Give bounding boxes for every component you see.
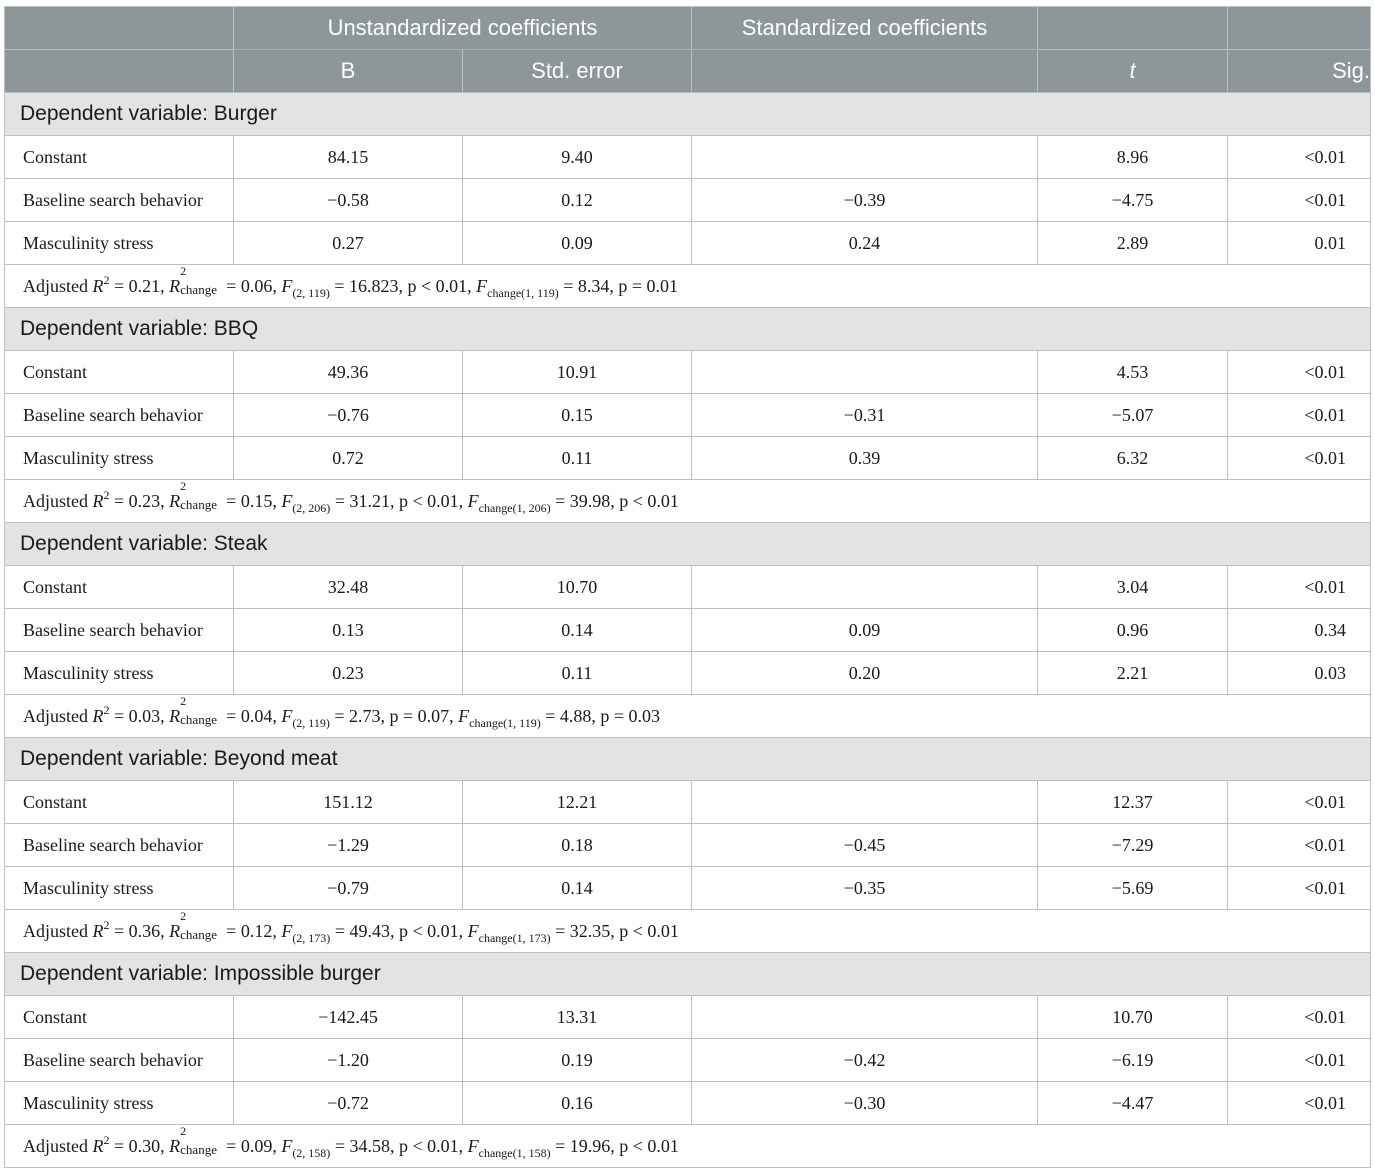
cell-b: 0.23 [234, 652, 463, 695]
f-df: (2, 119) [292, 715, 330, 730]
predictor-label: Baseline search behavior [5, 609, 234, 652]
section-title: Dependent variable: BBQ [5, 308, 1371, 351]
cell-t: 10.70 [1038, 996, 1228, 1039]
cell-std-error: 0.11 [463, 652, 692, 695]
table-row [5, 351, 1371, 394]
section-title: Dependent variable: Beyond meat [5, 738, 1371, 781]
r2-change-value: 0.06 [240, 275, 273, 296]
section-header-row [5, 523, 1371, 566]
predictor-label: Constant [5, 781, 234, 824]
cell-t: 8.96 [1038, 136, 1228, 179]
table-body [5, 93, 1371, 1168]
predictor-label: Masculinity stress [5, 652, 234, 695]
predictor-label: Masculinity stress [5, 867, 234, 910]
f-change-df: (1, 206) [512, 500, 551, 515]
predictor-label: Constant [5, 136, 234, 179]
cell-std-error: 13.31 [463, 996, 692, 1039]
p-value: p < 0.01 [398, 920, 459, 941]
p-value: p < 0.01 [407, 275, 468, 296]
f-value: 31.21 [349, 490, 390, 511]
predictor-label: Masculinity stress [5, 437, 234, 480]
cell-b: 32.48 [234, 566, 463, 609]
cell-sig: <0.01 [1228, 996, 1371, 1039]
cell-t: −4.47 [1038, 1082, 1228, 1125]
cell-std-error: 0.11 [463, 437, 692, 480]
table-row [5, 1039, 1371, 1082]
f-df: (2, 173) [292, 930, 331, 945]
table-row [5, 781, 1371, 824]
cell-b: 151.12 [234, 781, 463, 824]
cell-sig: <0.01 [1228, 867, 1371, 910]
cell-beta [692, 351, 1038, 394]
model-stats: Adjusted $R^2 = 0.03$, R 2 change = 0.04, $F_{(2, 119)} = 2.73$, p = 0.07, $F_{change(1, 119)} = 4.88$, p = 0.03 [5, 695, 1371, 738]
table-row [5, 136, 1371, 179]
cell-b: −1.29 [234, 824, 463, 867]
table-row [5, 1082, 1371, 1125]
f-change-df: (1, 119) [503, 715, 541, 730]
p-change-value: p < 0.01 [619, 490, 679, 511]
cell-sig: <0.01 [1228, 781, 1371, 824]
header-sig: Sig. [1228, 50, 1371, 93]
cell-t: 12.37 [1038, 781, 1228, 824]
predictor-label: Constant [5, 351, 234, 394]
cell-b: −0.72 [234, 1082, 463, 1125]
p-value: p = 0.07 [389, 705, 450, 726]
p-change-value: p < 0.01 [619, 1135, 679, 1156]
cell-std-error: 10.70 [463, 566, 692, 609]
adj-r2-value: 0.36 [128, 920, 161, 941]
header-blank [5, 7, 234, 50]
model-stats: Adjusted $R^2 = 0.23$, R 2 change = 0.15, $F_{(2, 206)} = 31.21$, p < 0.01, $F_{change(1, 206)} = 39.98$, p < 0.01 [5, 480, 1371, 523]
cell-t: −4.75 [1038, 179, 1228, 222]
header-blank-2 [5, 50, 234, 93]
table-row [5, 222, 1371, 265]
cell-sig: <0.01 [1228, 566, 1371, 609]
table-row [5, 609, 1371, 652]
predictor-label: Baseline search behavior [5, 179, 234, 222]
cell-t: −5.07 [1038, 394, 1228, 437]
cell-sig: <0.01 [1228, 136, 1371, 179]
table-row [5, 652, 1371, 695]
regression-table [4, 6, 1371, 1168]
header-std-error: Std. error [463, 50, 692, 93]
cell-beta: −0.39 [692, 179, 1038, 222]
cell-sig: <0.01 [1228, 824, 1371, 867]
cell-beta [692, 781, 1038, 824]
model-stats-row [5, 910, 1371, 953]
cell-std-error: 10.91 [463, 351, 692, 394]
cell-b: 84.15 [234, 136, 463, 179]
section-header-row [5, 93, 1371, 136]
section-header-row [5, 308, 1371, 351]
cell-b: −0.58 [234, 179, 463, 222]
cell-b: −142.45 [234, 996, 463, 1039]
f-change-value: 39.98 [569, 490, 611, 511]
table-header [5, 7, 1371, 93]
predictor-label: Masculinity stress [5, 1082, 234, 1125]
predictor-label: Constant [5, 996, 234, 1039]
cell-b: −0.76 [234, 394, 463, 437]
f-change-value: 19.96 [569, 1135, 611, 1156]
p-value: p < 0.01 [398, 1135, 459, 1156]
table-row [5, 867, 1371, 910]
predictor-label: Baseline search behavior [5, 1039, 234, 1082]
cell-beta: 0.09 [692, 609, 1038, 652]
header-blank-t [1038, 7, 1228, 50]
cell-sig: 0.34 [1228, 609, 1371, 652]
f-df: (2, 119) [292, 285, 330, 300]
model-stats-row [5, 695, 1371, 738]
model-stats-row [5, 480, 1371, 523]
cell-sig: <0.01 [1228, 437, 1371, 480]
cell-std-error: 0.15 [463, 394, 692, 437]
p-value: p < 0.01 [398, 490, 459, 511]
model-stats: Adjusted $R^2 = 0.30$, R 2 change = 0.09, $F_{(2, 158)} = 34.58$, p < 0.01, $F_{change(1, 158)} = 19.96$, p < 0.01 [5, 1125, 1371, 1168]
section-title: Dependent variable: Impossible burger [5, 953, 1371, 996]
cell-sig: 0.01 [1228, 222, 1371, 265]
model-stats-row [5, 265, 1371, 308]
cell-t: −5.69 [1038, 867, 1228, 910]
adj-r2-value: 0.30 [128, 1135, 161, 1156]
f-value: 16.823 [349, 275, 399, 296]
cell-sig: <0.01 [1228, 1082, 1371, 1125]
cell-t: 4.53 [1038, 351, 1228, 394]
header-blank-sig [1228, 7, 1371, 50]
cell-beta [692, 996, 1038, 1039]
cell-beta: 0.39 [692, 437, 1038, 480]
header-beta [692, 50, 1038, 93]
adj-r2-value: 0.23 [128, 490, 161, 511]
cell-t: 2.21 [1038, 652, 1228, 695]
f-value: 49.43 [349, 920, 390, 941]
cell-std-error: 0.18 [463, 824, 692, 867]
cell-beta: −0.31 [692, 394, 1038, 437]
f-value: 2.73 [349, 705, 381, 726]
cell-beta [692, 566, 1038, 609]
cell-t: 6.32 [1038, 437, 1228, 480]
predictor-label: Constant [5, 566, 234, 609]
table-row [5, 394, 1371, 437]
header-standardized-group: Standardized coefficients [692, 7, 1038, 50]
section-header-row [5, 953, 1371, 996]
adj-r2-value: 0.21 [128, 275, 161, 296]
cell-std-error: 0.19 [463, 1039, 692, 1082]
cell-beta: 0.20 [692, 652, 1038, 695]
f-change-value: 32.35 [569, 920, 611, 941]
table-row [5, 437, 1371, 480]
cell-b: −1.20 [234, 1039, 463, 1082]
r2-change-value: 0.04 [240, 705, 273, 726]
cell-sig: <0.01 [1228, 1039, 1371, 1082]
cell-t: −6.19 [1038, 1039, 1228, 1082]
cell-t: −7.29 [1038, 824, 1228, 867]
cell-b: −0.79 [234, 867, 463, 910]
f-df: (2, 206) [292, 500, 331, 515]
table-row [5, 824, 1371, 867]
f-change-df: (1, 119) [521, 285, 559, 300]
section-title: Dependent variable: Steak [5, 523, 1371, 566]
cell-beta: −0.30 [692, 1082, 1038, 1125]
cell-sig: <0.01 [1228, 179, 1371, 222]
model-stats: Adjusted $R^2 = 0.21$, R 2 change = 0.06, $F_{(2, 119)} = 16.823$, p < 0.01, $F_{change(1, 119)} = 8.34$, p = 0.01 [5, 265, 1371, 308]
model-stats: Adjusted $R^2 = 0.36$, R 2 change = 0.12, $F_{(2, 173)} = 49.43$, p < 0.01, $F_{change(1, 173)} = 32.35$, p < 0.01 [5, 910, 1371, 953]
cell-t: 0.96 [1038, 609, 1228, 652]
header-b: B [234, 50, 463, 93]
predictor-label: Baseline search behavior [5, 824, 234, 867]
r2-change-value: 0.15 [240, 490, 273, 511]
header-t: t [1038, 50, 1228, 93]
model-stats-row [5, 1125, 1371, 1168]
f-value: 34.58 [349, 1135, 390, 1156]
cell-std-error: 0.14 [463, 609, 692, 652]
cell-std-error: 0.09 [463, 222, 692, 265]
cell-std-error: 0.12 [463, 179, 692, 222]
cell-sig: 0.03 [1228, 652, 1371, 695]
cell-b: 0.27 [234, 222, 463, 265]
header-unstandardized-group: Unstandardized coefficients [234, 7, 692, 50]
cell-b: 0.13 [234, 609, 463, 652]
f-change-value: 8.34 [577, 275, 610, 296]
cell-t: 3.04 [1038, 566, 1228, 609]
f-change-df: (1, 158) [512, 1145, 551, 1160]
table-row [5, 179, 1371, 222]
cell-sig: <0.01 [1228, 394, 1371, 437]
adj-r2-value: 0.03 [128, 705, 161, 726]
predictor-label: Masculinity stress [5, 222, 234, 265]
f-change-df: (1, 173) [512, 930, 551, 945]
cell-std-error: 0.16 [463, 1082, 692, 1125]
cell-beta: −0.45 [692, 824, 1038, 867]
cell-std-error: 0.14 [463, 867, 692, 910]
p-change-value: p = 0.03 [600, 705, 661, 726]
section-header-row [5, 738, 1371, 781]
cell-beta: 0.24 [692, 222, 1038, 265]
cell-t: 2.89 [1038, 222, 1228, 265]
section-title: Dependent variable: Burger [5, 93, 1371, 136]
f-df: (2, 158) [292, 1145, 331, 1160]
table-row [5, 566, 1371, 609]
cell-beta [692, 136, 1038, 179]
table-row [5, 996, 1371, 1039]
p-change-value: p < 0.01 [619, 920, 679, 941]
cell-b: 49.36 [234, 351, 463, 394]
cell-std-error: 9.40 [463, 136, 692, 179]
p-change-value: p = 0.01 [618, 275, 679, 296]
predictor-label: Baseline search behavior [5, 394, 234, 437]
r2-change-value: 0.12 [240, 920, 273, 941]
cell-beta: −0.35 [692, 867, 1038, 910]
cell-std-error: 12.21 [463, 781, 692, 824]
cell-sig: <0.01 [1228, 351, 1371, 394]
cell-beta: −0.42 [692, 1039, 1038, 1082]
cell-b: 0.72 [234, 437, 463, 480]
f-change-value: 4.88 [559, 705, 592, 726]
r2-change-value: 0.09 [240, 1135, 273, 1156]
